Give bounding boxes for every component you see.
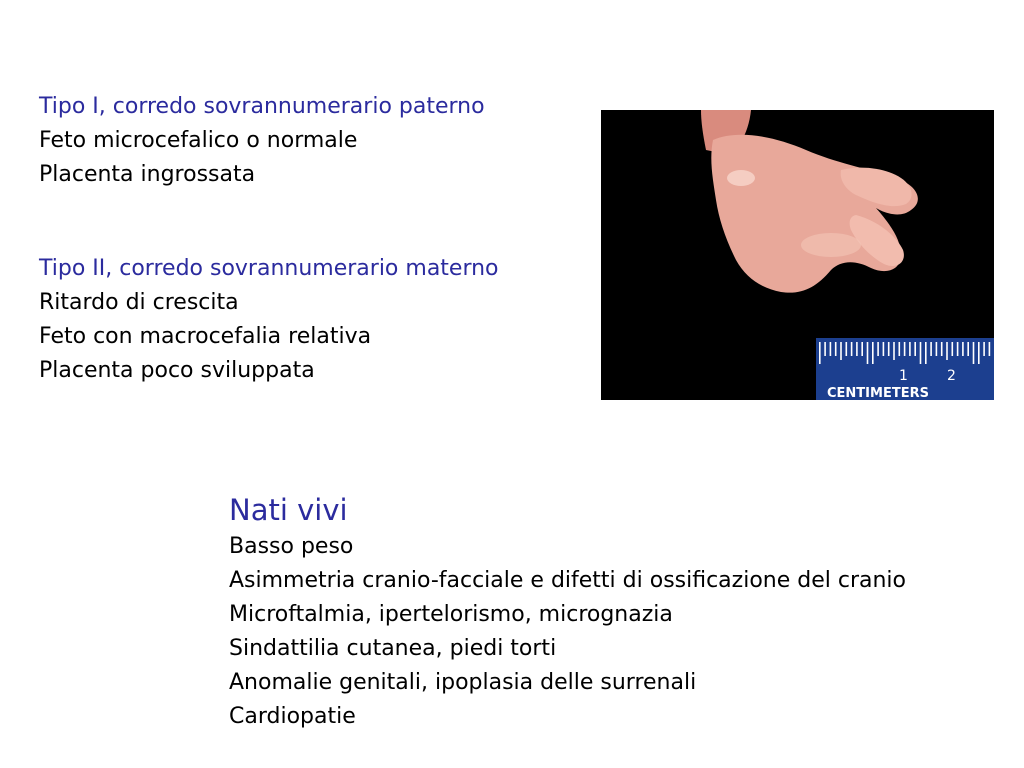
ruler-tick [925, 342, 927, 364]
nati-vivi-section [229, 490, 906, 734]
ruler-label: CENTIMETERS [827, 386, 929, 400]
tipo1-line: Feto microcefalico o normale [39, 128, 358, 153]
tipo1-line: Placenta ingrossata [39, 162, 256, 187]
ruler-tick [909, 342, 911, 356]
ruler-tick [946, 342, 948, 360]
ruler-tick [952, 342, 954, 356]
nati-vivi-line: Cardiopatie [229, 704, 356, 729]
ruler-tick [983, 342, 985, 356]
ruler-tick [893, 342, 895, 360]
ruler-tick [978, 342, 980, 364]
ruler-tick [877, 342, 879, 356]
ruler-tick [941, 342, 943, 356]
nati-vivi-line: Microftalmia, ipertelorismo, micrognazia [229, 602, 673, 627]
ruler-tick [920, 342, 922, 364]
photo-illustration [601, 110, 994, 400]
ruler-tick [846, 342, 848, 356]
ruler-tick [888, 342, 890, 356]
skin-highlight [801, 233, 861, 257]
tipo2-section [39, 252, 499, 388]
nati-vivi-line: Basso peso [229, 534, 354, 559]
skin-highlight [727, 170, 755, 186]
tipo2-line: Ritardo di crescita [39, 290, 239, 315]
ruler-tick [962, 342, 964, 356]
ruler-tick [867, 342, 869, 364]
ruler-tick [824, 342, 826, 356]
nati-vivi-line: Asimmetria cranio-facciale e difetti di ossificazione del cranio [229, 568, 906, 593]
ruler-tick [967, 342, 969, 356]
ruler-tick [930, 342, 932, 356]
ruler-number-1: 1 [899, 368, 908, 384]
ruler-tick [936, 342, 938, 356]
ruler-tick [883, 342, 885, 356]
nati-vivi-line: Sindattilia cutanea, piedi torti [229, 636, 557, 661]
hand-syndactyly-photo [601, 110, 994, 400]
tipo1-section [39, 90, 485, 192]
ruler-tick [819, 342, 821, 364]
ruler-tick [957, 342, 959, 356]
tipo1-heading: Tipo I, corredo sovrannumerario paterno [39, 94, 485, 119]
ruler-tick [861, 342, 863, 356]
tipo2-heading: Tipo II, corredo sovrannumerario materno [39, 256, 499, 281]
ruler-number-2: 2 [947, 368, 956, 384]
tipo2-line: Feto con macrocefalia relativa [39, 324, 372, 349]
nati-vivi-line: Anomalie genitali, ipoplasia delle surrenali [229, 670, 697, 695]
tipo2-line: Placenta poco sviluppata [39, 358, 315, 383]
ruler-tick [973, 342, 975, 364]
nati-vivi-heading: Nati vivi [229, 493, 348, 527]
ruler-tick [904, 342, 906, 356]
ruler-tick [856, 342, 858, 356]
ruler-tick [899, 342, 901, 356]
ruler-tick [914, 342, 916, 356]
ruler-tick [835, 342, 837, 356]
ruler-tick [989, 342, 991, 356]
ruler-tick [851, 342, 853, 356]
ruler-tick [872, 342, 874, 364]
ruler-tick [830, 342, 832, 356]
ruler-tick [840, 342, 842, 360]
